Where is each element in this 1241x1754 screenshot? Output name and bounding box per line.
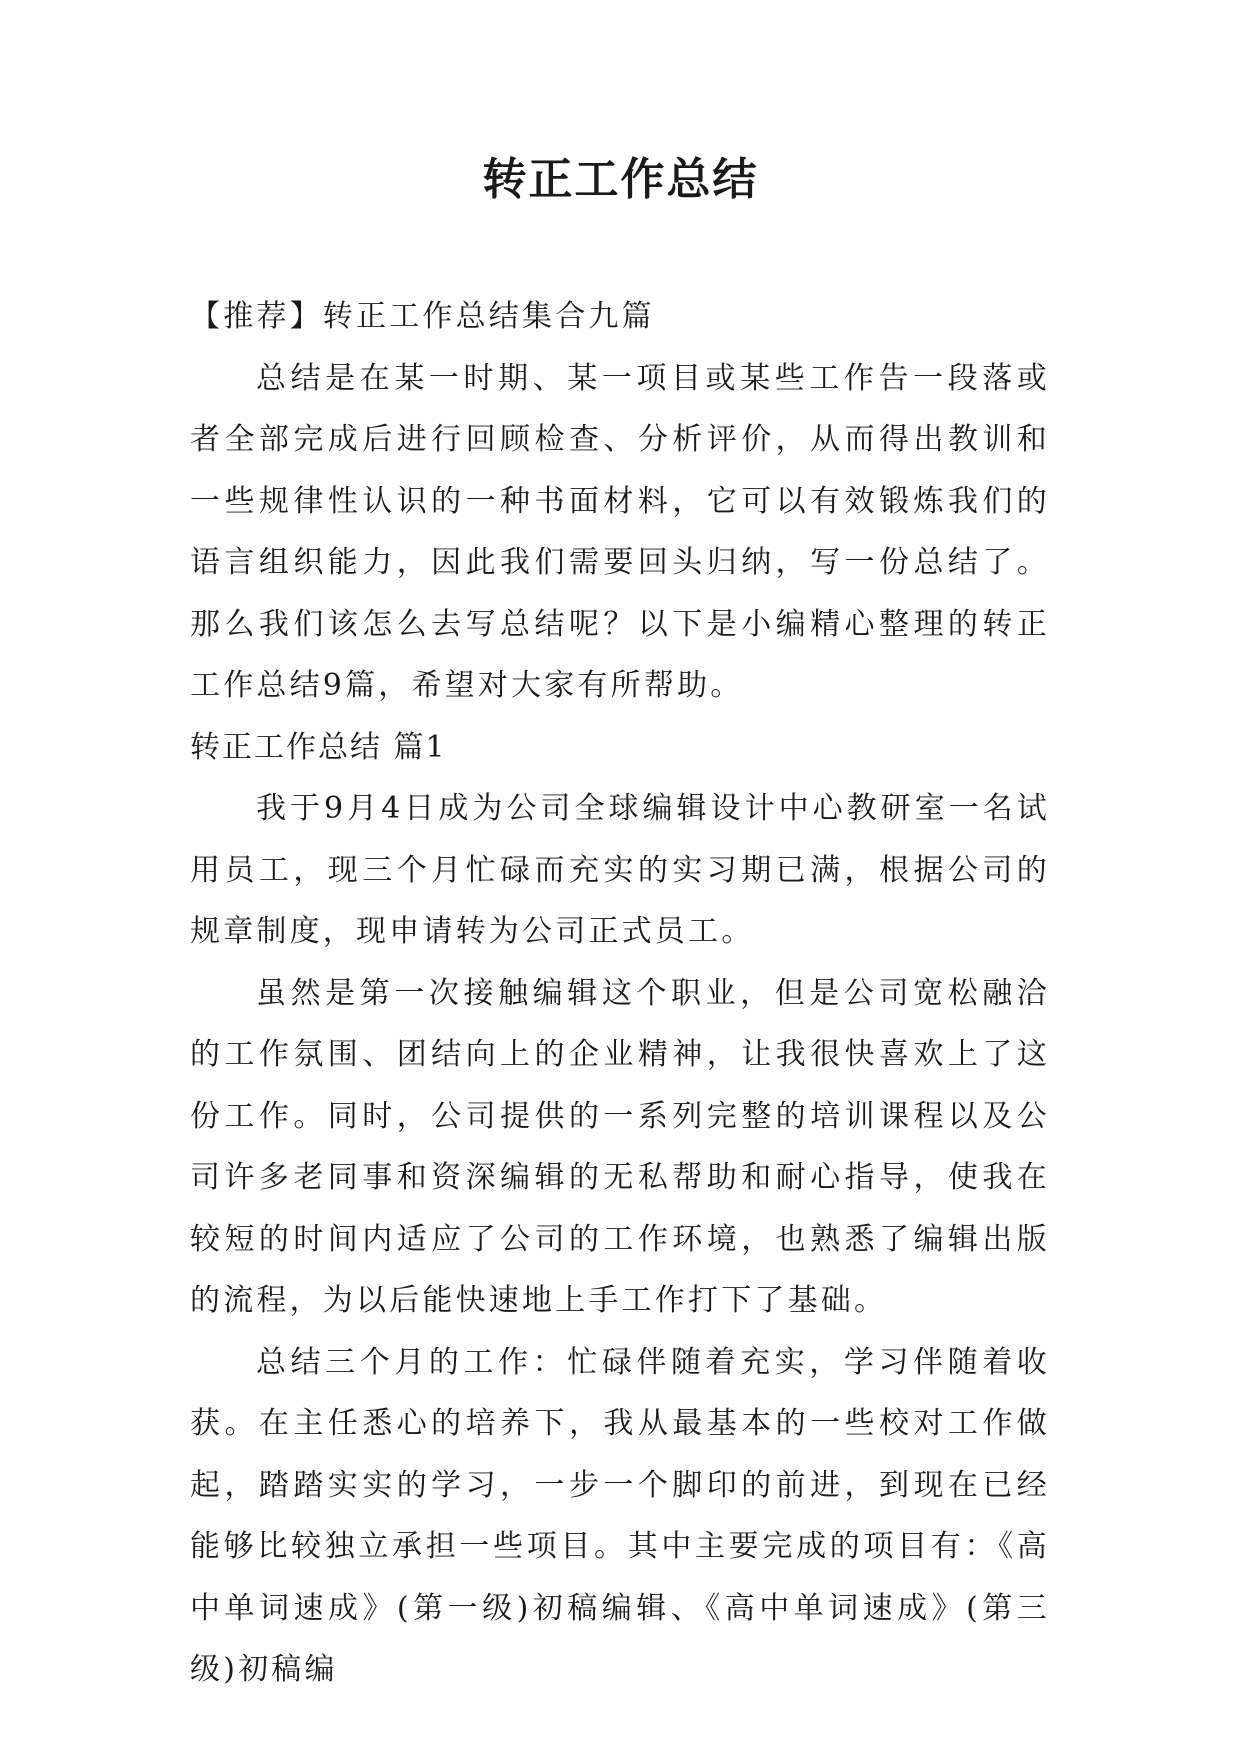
- body-paragraph-2: 虽然是第一次接触编辑这个职业，但是公司宽松融洽的工作氛围、团结向上的企业精神，让我很快喜欢上了这份工作。同时，公司提供的一系列完整的培训课程以及公司许多老同事和资深编辑的无私帮助和耐心指导，使我在较短的时间内适应了公司的工作环境，也熟悉了编辑出版的流程，为以后能快速地上手工作打下了基础。: [190, 975, 1050, 1318]
- document-subtitle: 【推荐】转正工作总结集合九篇: [190, 299, 655, 334]
- body-paragraph-3: 总结三个月的工作：忙碌伴随着充实，学习伴随着收获。在主任悉心的培养下，我从最基本的一些校对工作做起，踏踏实实的学习，一步一个脚印的前进，到现在已经能够比较独立承担一些项目。其中主要完成的项目有：《高中单词速成》(第一级)初稿编辑、《高中单词速成》(第三级)初稿编: [190, 1344, 1050, 1687]
- intro-paragraph: 总结是在某一时期、某一项目或某些工作告一段落或者全部完成后进行回顾检查、分析评价，从而得出教训和一些规律性认识的一种书面材料，它可以有效锻炼我们的语言组织能力，因此我们需要回头归纳，写一份总结了。那么我们该怎么去写总结呢？以下是小编精心整理的转正工作总结9篇，希望对大家有所帮助。: [190, 360, 1050, 703]
- document-body: [190, 286, 1050, 1701]
- body-paragraph-1: 我于9月4日成为公司全球编辑设计中心教研室一名试用员工，现三个月忙碌而充实的实习期已满，根据公司的规章制度，现申请转为公司正式员工。: [190, 791, 1050, 949]
- document-title: 转正工作总结: [482, 154, 759, 205]
- section-heading: 转正工作总结 篇1: [190, 729, 447, 765]
